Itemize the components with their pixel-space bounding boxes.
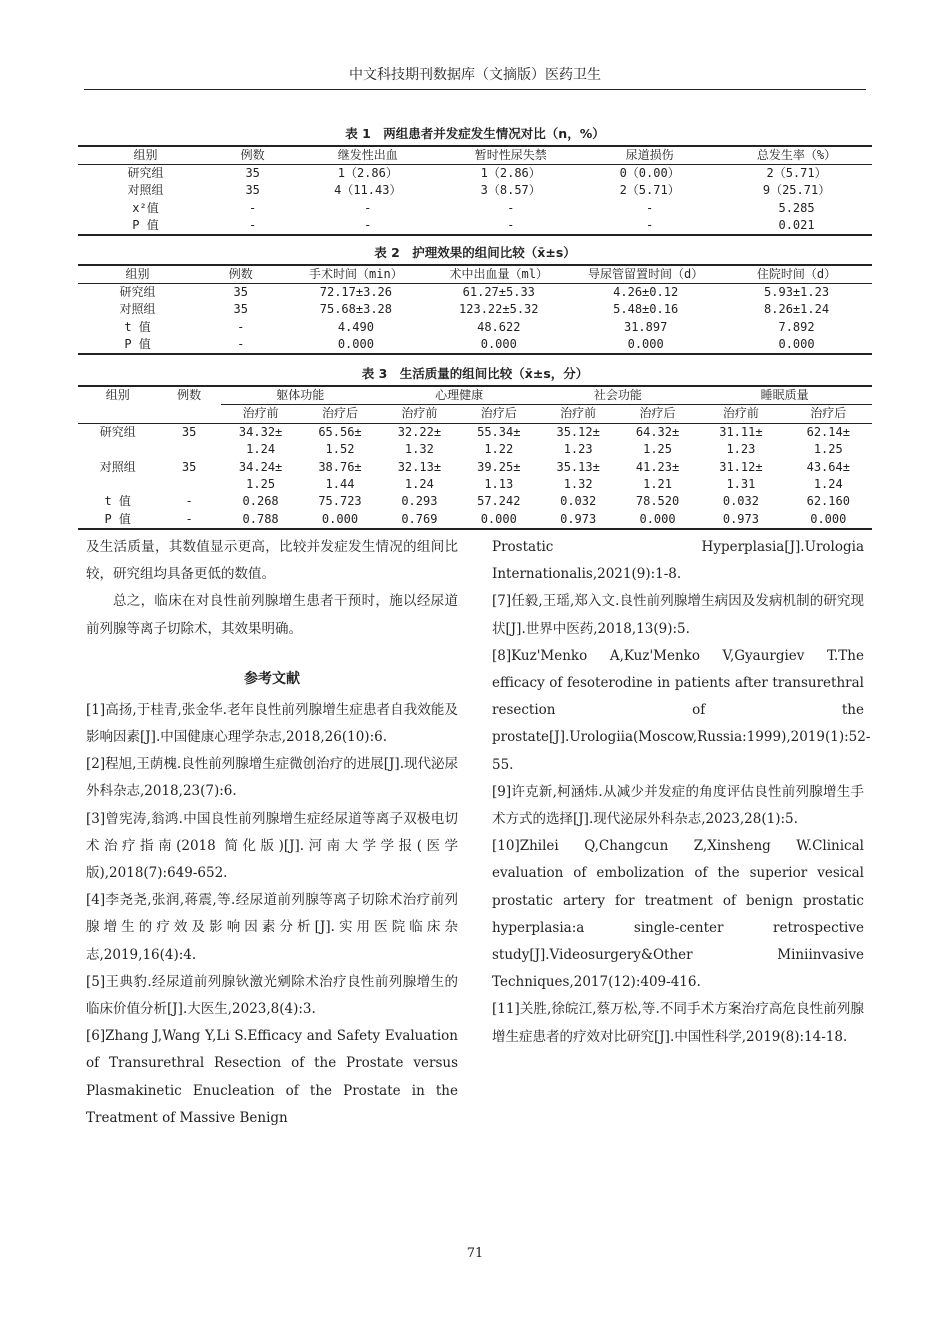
reference-item: [8]Kuz'Menko A,Kuz'Menko V,Gyaurgiev T.The efficacy of fesoterodine in patients after transurethral resection of the prostate[J].Urologiia(Moscow,Russia:1999),2019(1):52-55. xyxy=(492,647,871,773)
table3-cell: 研究组 xyxy=(99,424,136,439)
table3-cell: 1.21 xyxy=(643,477,672,492)
table3-cell: - xyxy=(185,494,193,509)
table1-row xyxy=(78,182,872,199)
reference-item: [1]高扬,于桂青,张金华.老年良性前列腺增生症患者自我效能及影响因素[J].中国健康心理学杂志,2018,26(10):6. xyxy=(86,701,458,746)
reference-item: [5]王典豹.经尿道前列腺钬激光剜除术治疗良性前列腺增生的临床价值分析[J].大医生,2023,8(4):3. xyxy=(86,973,458,1018)
table3-subheader: 治疗前 xyxy=(697,405,784,423)
table3-cell: 0.788 xyxy=(221,511,300,529)
table2-cell: 对照组 xyxy=(119,302,156,317)
table2-cell: 5.48±0.16 xyxy=(613,302,679,317)
table1-header: 总发生率（%） xyxy=(721,146,872,165)
table1 xyxy=(78,145,872,236)
table2-cell: 0.000 xyxy=(721,336,872,354)
table1-cell: 35 xyxy=(245,183,260,198)
table3-group-header: 睡眠质量 xyxy=(697,386,872,405)
table3-cell: 43.64± xyxy=(806,459,850,474)
table2-header: 组别 xyxy=(78,265,197,284)
table1-cell: - xyxy=(646,200,654,215)
table3-cell xyxy=(157,441,221,458)
table1-cell: 对照组 xyxy=(127,183,164,198)
reference-item: [10]Zhilei Q,Changcun Z,Xinsheng W.Clinical evaluation of embolization of the superior vesical prostatic artery for treatment of benign prostatic hyperplasia:a single-center retrospective study[J].Videosurgery&Other Miniinvasive Techniques,2017(12):409-416. xyxy=(492,838,864,991)
table1-header: 暂时性尿失禁 xyxy=(443,146,578,165)
table2-cell: 35 xyxy=(233,285,248,300)
table2-cell: 研究组 xyxy=(119,285,156,300)
table3-cell: 32.22± xyxy=(397,424,442,439)
table3-cell: 35.13± xyxy=(556,459,600,474)
table2-cell: 0.000 xyxy=(570,336,721,354)
table3-cell: 57.242 xyxy=(477,494,521,509)
table3-cell: 64.32± xyxy=(635,424,680,439)
table3-cell: 0.973 xyxy=(697,511,784,529)
table3-cell: 0.000 xyxy=(785,511,872,529)
table3-cell: 1.13 xyxy=(484,477,514,492)
table3-cell: 1.25 xyxy=(813,442,843,457)
table1-cell: 35 xyxy=(245,166,260,181)
table2-row xyxy=(78,284,872,302)
table3-subheader: 治疗后 xyxy=(300,405,379,423)
table3-subheader: 治疗后 xyxy=(785,405,872,423)
table1-cell: - xyxy=(443,217,578,235)
table1-cell: - xyxy=(249,200,257,215)
table3-row xyxy=(78,493,872,510)
table2-caption: 表 2 护理效果的组间比较（x̄±s） xyxy=(374,245,576,260)
table2-cell: 8.26±1.24 xyxy=(764,302,830,317)
table2-cell: 75.68±3.28 xyxy=(319,302,392,317)
table3-header-group: 组别 xyxy=(78,386,157,423)
table3-cell: 1.23 xyxy=(563,442,593,457)
table3-row xyxy=(78,423,872,441)
table3-cell: 35 xyxy=(181,459,197,474)
table3 xyxy=(78,385,872,530)
table3-cell: t 值 xyxy=(104,494,131,509)
page-number: 71 xyxy=(466,1246,484,1261)
table2-cell: 61.27±5.33 xyxy=(462,285,535,300)
table3-cell: 31.12± xyxy=(719,459,763,474)
table1-cell: 4（11.43） xyxy=(334,183,402,198)
table2-cell: - xyxy=(237,319,245,334)
table2-header: 例数 xyxy=(197,265,284,284)
table3-cell: 34.32± xyxy=(238,424,283,439)
reference-item: Prostatic Hyperplasia[J].Urologia Internationalis,2021(9):1-8. xyxy=(492,539,864,583)
table3-cell: 41.23± xyxy=(635,459,680,474)
table3-cell: 0.032 xyxy=(560,494,597,509)
table1-header: 尿道损伤 xyxy=(578,146,721,165)
table3-group-header: 躯体功能 xyxy=(221,386,380,405)
right-column xyxy=(492,534,871,1051)
table2-cell: 4.26±0.12 xyxy=(613,285,679,300)
journal-header: 中文科技期刊数据库（文摘版）医药卫生 xyxy=(349,67,601,83)
table3-cell: 0.973 xyxy=(538,511,617,529)
left-column xyxy=(86,534,458,1132)
body-paragraph: 及生活质量，其数值显示更高，比较并发症发生情况的组间比较，研究组均具备更低的数值。 xyxy=(86,539,458,583)
table3-cell: 0.000 xyxy=(300,511,379,529)
table3-cell: 39.25± xyxy=(477,459,521,474)
table1-caption: 表 1 两组患者并发症发生情况对比（n，%） xyxy=(345,126,605,141)
table1-cell: 0.021 xyxy=(721,217,872,235)
table2-cell: P 值 xyxy=(78,336,197,354)
table2-header: 术中出血量（ml） xyxy=(427,265,570,284)
table1-header: 继发性出血 xyxy=(292,146,443,165)
table2-cell: - xyxy=(197,336,284,354)
body-paragraph: 总之，临床在对良性前列腺增生患者干预时，施以经尿道前列腺等离子切除术，其效果明确。 xyxy=(86,593,458,637)
table3-cell: 1.25 xyxy=(643,442,672,457)
table2-cell: 48.622 xyxy=(477,319,521,334)
table1-cell: 9（25.71） xyxy=(762,183,831,198)
reference-item: [4]李尧尧,张润,蒋震,等.经尿道前列腺等离子切除术治疗前列腺增生的疗效及影响因素分析[J].实用医院临床杂志,2019,16(4):4. xyxy=(86,892,458,963)
table1-header: 组别 xyxy=(78,146,213,165)
table3-row xyxy=(78,441,872,458)
table3-cell: 1.32 xyxy=(563,477,593,492)
table1-row xyxy=(78,200,872,217)
reference-item: [11]关胜,徐皖江,蔡万松,等.不同手术方案治疗高危良性前列腺增生症患者的疗效对比研究[J].中国性科学,2019(8):14-18. xyxy=(492,1001,864,1045)
table1-header: 例数 xyxy=(213,146,292,165)
table3-cell: 1.24 xyxy=(246,442,276,457)
table3-cell: 对照组 xyxy=(99,459,136,474)
table2-cell: 4.490 xyxy=(337,319,374,334)
table3-cell: 0.268 xyxy=(242,494,279,509)
table1-cell: 3（8.57） xyxy=(480,183,541,198)
table2-cell: 35 xyxy=(233,302,248,317)
table3-subheader: 治疗前 xyxy=(538,405,617,423)
table1-cell: 5.285 xyxy=(778,200,815,215)
table3-cell: 34.24± xyxy=(238,459,283,474)
table3-cell: 0.769 xyxy=(380,511,459,529)
table1-row xyxy=(78,217,872,235)
table1-cell: 0（0.00） xyxy=(619,166,680,181)
table3-cell: 31.11± xyxy=(719,424,763,439)
table3-row xyxy=(78,511,872,529)
table3-cell xyxy=(78,476,157,493)
table1-cell: x²值 xyxy=(132,200,159,215)
table3-cell: 1.24 xyxy=(404,477,434,492)
table2-cell: 0.000 xyxy=(284,336,427,354)
table3-cell: 0.032 xyxy=(722,494,759,509)
table3-caption: 表 3 生活质量的组间比较（x̄±s，分） xyxy=(361,366,589,381)
table2-cell: 0.000 xyxy=(427,336,570,354)
table3-cell: 62.160 xyxy=(806,494,850,509)
table2-cell: 5.93±1.23 xyxy=(764,285,830,300)
table3-cell: 65.56± xyxy=(318,424,362,439)
table3-cell: 1.25 xyxy=(246,477,276,492)
table1-cell: - xyxy=(578,217,721,235)
table3-cell: 1.31 xyxy=(726,477,756,492)
table2-header: 导尿管留置时间（d） xyxy=(570,265,721,284)
reference-item: [2]程旭,王荫槐.良性前列腺增生症微创治疗的进展[J].现代泌尿外科杂志,2018,23(7):6. xyxy=(86,756,458,800)
table3-cell: 1.32 xyxy=(404,442,434,457)
reference-item: [3]曾宪涛,翁鸿.中国良性前列腺增生症经尿道等离子双极电切术治疗指南(2018 简化版)[J].河南大学学报(医学版),2018(7):649-652. xyxy=(86,810,458,882)
references-heading: 参考文献 xyxy=(244,670,300,687)
table1-cell: - xyxy=(213,217,292,235)
table1-cell: - xyxy=(292,217,443,235)
table3-subheader: 治疗后 xyxy=(459,405,538,423)
table3-cell: 1.22 xyxy=(484,442,514,457)
table3-subheader: 治疗前 xyxy=(221,405,300,423)
table3-subheader: 治疗后 xyxy=(618,405,697,423)
table2-cell: t 值 xyxy=(124,319,151,334)
table2-row xyxy=(78,319,872,336)
table2-header: 手术时间（min） xyxy=(284,265,427,284)
table3-cell: 35.12± xyxy=(556,424,600,439)
table2-cell: 31.897 xyxy=(623,319,668,334)
table1-cell: - xyxy=(507,200,515,215)
table3-cell xyxy=(78,441,157,458)
table2-cell: 7.892 xyxy=(778,319,815,334)
header-rule xyxy=(84,89,866,90)
table1-cell: 1（2.86） xyxy=(480,166,541,181)
table3-cell: 35 xyxy=(181,424,197,439)
table3-subheader: 治疗前 xyxy=(380,405,459,423)
table1-cell: 研究组 xyxy=(127,166,164,181)
table3-cell: 0.000 xyxy=(459,511,538,529)
table2-header: 住院时间（d） xyxy=(721,265,872,284)
table1-cell: 1（2.86） xyxy=(337,166,398,181)
table1-cell: 2（5.71） xyxy=(766,166,827,181)
table3-cell: - xyxy=(157,511,221,529)
table2-cell: 72.17±3.26 xyxy=(319,285,392,300)
reference-item: [9]许克新,柯涵炜.从减少并发症的角度评估良性前列腺增生手术方式的选择[J].现代泌尿外科杂志,2023,28(1):5. xyxy=(492,783,864,828)
table3-cell: 0.293 xyxy=(401,494,438,509)
table3-cell: 38.76± xyxy=(318,459,362,474)
table1-cell: - xyxy=(364,200,372,215)
table2-row xyxy=(78,336,872,354)
table2 xyxy=(78,264,872,355)
table1-cell: 2（5.71） xyxy=(619,183,680,198)
table3-cell xyxy=(157,476,221,493)
table2-cell: 123.22±5.32 xyxy=(459,302,539,317)
table3-cell: 62.14± xyxy=(806,424,850,439)
table3-cell: 55.34± xyxy=(477,424,521,439)
table3-cell: 1.24 xyxy=(813,477,843,492)
table3-cell: 1.52 xyxy=(325,442,355,457)
table3-row xyxy=(78,476,872,493)
table1-row xyxy=(78,165,872,183)
table3-cell: 1.23 xyxy=(726,442,756,457)
table2-row xyxy=(78,301,872,318)
table3-cell: 75.723 xyxy=(318,494,362,509)
table3-cell: 32.13± xyxy=(397,459,442,474)
table3-group-header: 心理健康 xyxy=(380,386,539,405)
table3-row xyxy=(78,459,872,476)
table3-cell: 78.520 xyxy=(635,494,680,509)
table3-group-header: 社会功能 xyxy=(538,386,697,405)
table3-cell: P 值 xyxy=(78,511,157,529)
table1-cell: P 值 xyxy=(78,217,213,235)
reference-item: [6]Zhang J,Wang Y,Li S.Efficacy and Safety Evaluation of Transurethral Resection of the Prostate versus Plasmakinetic Enucleation of the Prostate in the Treatment of Massive Benign xyxy=(86,1028,458,1126)
reference-item: [7]任毅,王瑶,郑入文.良性前列腺增生病因及发病机制的研究现状[J].世界中医药,2018,13(9):5. xyxy=(492,593,864,637)
table3-cell: 1.44 xyxy=(325,477,355,492)
table3-header-count: 例数 xyxy=(157,386,221,423)
table3-cell: 0.000 xyxy=(618,511,697,529)
